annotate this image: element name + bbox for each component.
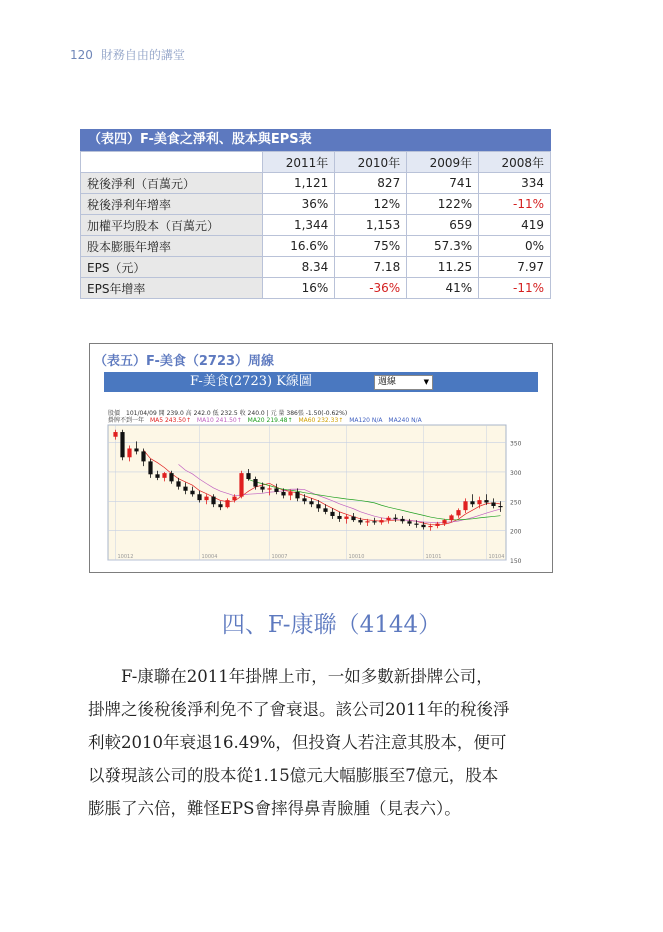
x-tick-label: 10012 [117, 554, 134, 560]
candle-body [218, 504, 222, 507]
candle-body [134, 448, 138, 451]
x-tick-label: 10104 [488, 554, 505, 560]
cell-negative: -36% [335, 278, 407, 299]
cell: 0% [479, 236, 551, 257]
candle-body [190, 491, 194, 495]
candle-body [477, 500, 481, 504]
cell: 11.25 [407, 257, 479, 278]
candle-body [463, 501, 467, 510]
table-row [81, 257, 551, 278]
table-row [81, 278, 551, 299]
plot-area [108, 425, 506, 560]
candle-body [239, 473, 243, 496]
candle-body [351, 517, 355, 521]
ma-label: MA120 N/A [349, 417, 383, 424]
y-tick-label: 150 [510, 558, 522, 565]
candle-body [407, 521, 411, 523]
cell: 1,153 [335, 215, 407, 236]
ma-label: MA5 243.50↑ [149, 417, 191, 424]
candle-body [169, 473, 173, 481]
section-heading: 四、F-康聯（4144） [221, 612, 442, 638]
candle-body [421, 525, 425, 527]
candle-body [428, 526, 432, 527]
candle-body [295, 492, 299, 498]
candle-body [449, 515, 453, 520]
table-row [81, 194, 551, 215]
candle-body [414, 524, 418, 525]
candle-body [393, 518, 397, 519]
cell: 334 [479, 173, 551, 194]
candle-body [113, 432, 117, 437]
candle-body [358, 520, 362, 522]
row-label: 加權平均股本（百萬元） [81, 215, 263, 236]
candle-body [246, 473, 250, 479]
table-header-row [81, 152, 551, 173]
cell: 1,121 [263, 173, 335, 194]
candle-body [120, 432, 124, 457]
cell: 1,344 [263, 215, 335, 236]
table-row [81, 215, 551, 236]
candle-body [281, 492, 285, 496]
chart-title-bar [104, 372, 538, 392]
x-tick-label: 10007 [271, 554, 288, 560]
cell: 827 [335, 173, 407, 194]
candle-body [141, 451, 145, 461]
chart-title: F-美食(2723) K線圖 [190, 374, 312, 389]
candle-body [232, 497, 236, 501]
cell-negative: -11% [479, 194, 551, 215]
ma-label: MA240 N/A [388, 417, 422, 424]
candle-body [400, 519, 404, 521]
candle-body [470, 501, 474, 504]
candle-body [386, 518, 390, 520]
candle-body [365, 521, 369, 522]
chart-info-line: 股價 101/04/09 開 239.0 高 242.0 低 232.5 收 240.0 | 元 量 386張 -1.50(-0.62%) [108, 410, 348, 417]
candle-body [260, 487, 264, 490]
candle-body [162, 473, 166, 478]
paragraph-line: 膨脹了六倍，難怪EPS會摔得鼻青臉腫（見表六）。 [88, 799, 461, 818]
cell: 75% [335, 236, 407, 257]
page-number: 120 [70, 48, 93, 62]
candle-body [330, 512, 334, 516]
ma-label: 掛牌不到一年 [108, 417, 145, 424]
cell: 57.3% [407, 236, 479, 257]
candle-body [204, 497, 208, 501]
table-row [81, 236, 551, 257]
candle-body [316, 504, 320, 508]
table5-title: （表五）F-美食（2723）周線 [94, 354, 275, 369]
cell: 7.18 [335, 257, 407, 278]
ma-label: MA20 219.48↑ [247, 417, 293, 424]
x-tick-label: 10004 [201, 554, 218, 560]
row-label: EPS年增率 [81, 278, 263, 299]
x-tick-label: 10010 [348, 554, 365, 560]
candle-body [323, 508, 327, 512]
cell: 36% [263, 194, 335, 215]
chevron-down-icon: ▼ [423, 378, 429, 386]
cell: 419 [479, 215, 551, 236]
paragraph-line: 掛牌之後稅後淨利免不了會衰退。該公司2011年的稅後淨 [88, 700, 510, 719]
candle-body [442, 520, 446, 524]
cell: 8.34 [263, 257, 335, 278]
ma-label: MA10 241.50↑ [196, 417, 242, 424]
cell-negative: -11% [479, 278, 551, 299]
candle-body [274, 488, 278, 492]
header-corner [81, 152, 263, 173]
cell: 122% [407, 194, 479, 215]
page-header [70, 46, 185, 63]
y-tick-label: 300 [510, 469, 522, 477]
body-paragraph [88, 660, 558, 825]
candle-body [148, 461, 152, 474]
candle-body [127, 448, 131, 457]
paragraph-line: 以發現該公司的股本從1.15億元大幅膨脹至7億元，股本 [88, 766, 499, 785]
period-select[interactable] [374, 375, 433, 390]
candle-body [288, 492, 292, 496]
ma-label: MA60 232.33↑ [298, 417, 344, 424]
candle-body [253, 479, 257, 487]
y-tick-label: 250 [510, 499, 522, 507]
cell: 659 [407, 215, 479, 236]
candle-body [197, 494, 201, 500]
candle-body [456, 510, 460, 515]
row-label: 稅後淨利年增率 [81, 194, 263, 215]
table4-title: （表四）F-美食之淨利、股本與EPS表 [80, 129, 551, 151]
y-tick-label: 200 [510, 528, 522, 536]
candle-body [498, 506, 502, 507]
table4 [80, 129, 551, 299]
candle-body [379, 520, 383, 522]
book-title: 財務自由的講堂 [100, 48, 185, 62]
cell: 16% [263, 278, 335, 299]
paragraph-line: F-康聯在2011年掛牌上市，一如多數新掛牌公司， [121, 667, 493, 686]
x-tick-label: 10101 [425, 554, 442, 560]
table4-grid [80, 151, 551, 299]
year-header: 2009年 [407, 152, 479, 173]
year-header: 2008年 [479, 152, 551, 173]
cell: 41% [407, 278, 479, 299]
candle-body [267, 488, 271, 489]
year-header: 2010年 [335, 152, 407, 173]
period-select-value: 週線 [378, 377, 397, 387]
candle-body [337, 516, 341, 519]
row-label: EPS（元） [81, 257, 263, 278]
row-label: 稅後淨利（百萬元） [81, 173, 263, 194]
candle-body [435, 524, 439, 526]
candle-body [155, 474, 159, 478]
candle-body [309, 501, 313, 504]
candle-body [484, 500, 488, 502]
paragraph-line: 利較2010年衰退16.49%，但投資人若注意其股本，便可 [88, 733, 507, 752]
candle-body [491, 502, 495, 506]
candle-body [302, 498, 306, 501]
candle-body [211, 497, 215, 505]
y-tick-label: 350 [510, 440, 522, 448]
candlestick-chart [104, 423, 540, 568]
candle-body [225, 500, 229, 507]
cell: 741 [407, 173, 479, 194]
candle-body [176, 481, 180, 486]
table5-panel [89, 343, 553, 573]
cell: 16.6% [263, 236, 335, 257]
candle-body [183, 487, 187, 491]
row-label: 股本膨脹年增率 [81, 236, 263, 257]
year-header: 2011年 [263, 152, 335, 173]
candle-body [344, 517, 348, 519]
table-row [81, 173, 551, 194]
cell: 7.97 [479, 257, 551, 278]
candle-body [372, 521, 376, 522]
cell: 12% [335, 194, 407, 215]
